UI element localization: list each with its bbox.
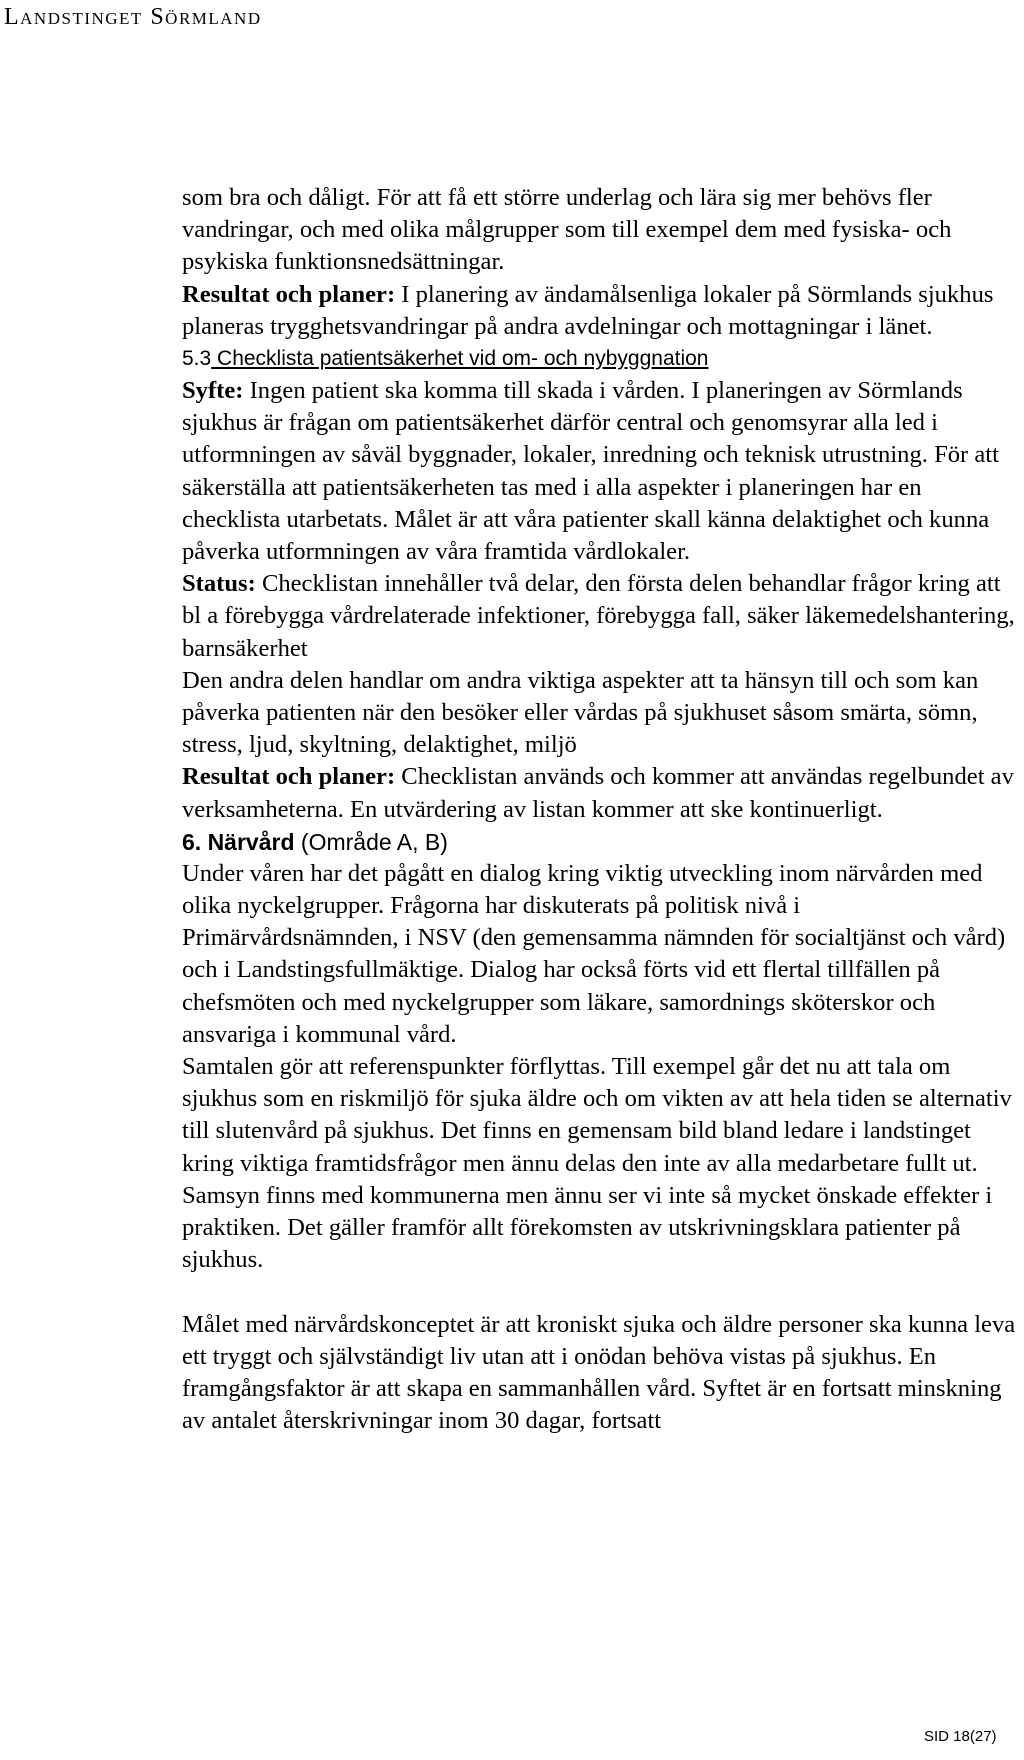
results-plans-text: I planering av ändamålsenliga lokaler på Sörmlands sjukhus planeras trygghetsvandringar på andra avdelningar och mottagningar i länet. — [182, 280, 994, 340]
intro-paragraph: som bra och dåligt. För att få ett större underlag och lära sig mer behövs fler vandringar, och med olika målgrupper som till exempel dem med fysiska- och psykiska funktionsnedsättningar. — [182, 184, 952, 276]
document-body — [182, 182, 1020, 1437]
status-text: Checklistan innehåller två delar, den första delen behandlar frågor kring att bl a förebygga vårdrelaterade infektioner, förebygga fall, säker läkemedelshantering, barnsäkerhet — [182, 570, 1015, 662]
status-label: Status: — [182, 570, 256, 598]
section-5-3-heading — [182, 343, 1020, 375]
page-number: SID 18(27) — [924, 1728, 997, 1745]
chapter-6-paragraph-1: Under våren har det pågått en dialog kring viktig utveckling inom närvården med olika nyckelgrupper. Frågorna har diskuterats på politisk nivå i Primärvårdsnämnden, i NSV (den gemensamma nämnden för socialtjänst och vård) och i Landstingsfullmäktige. Dialog har också förts vid ett flertal tillfällen på chefsmöten och med nyckelgrupper som läkare, samordnings sköterskor och ansvariga i kommunal vård. — [182, 859, 1006, 1048]
organization-header: Landstinget Sörmland — [4, 4, 262, 30]
status-paragraph-part2: Den andra delen handlar om andra viktiga aspekter att ta hänsyn till och som kan påverka patienten när den besöker eller vårdas på sjukhuset såsom smärta, sömn, stress, ljud, skyltning, delaktighet, miljö — [182, 666, 979, 759]
chapter-title: 6. Närvård — [182, 828, 295, 855]
purpose-paragraph — [182, 375, 1020, 568]
section-title: Checklista patientsäkerhet vid om- och nybyggnation — [211, 347, 709, 371]
chapter-6-paragraph-3: Målet med närvårdskonceptet är att kroniskt sjuka och äldre personer ska kunna leva ett tryggt och självständigt liv utan att i onödan behöva vistas på sjukhus. En framgångsfaktor är att skapa en sammanhållen vård. Syftet är en fortsatt minskning av antalet återskrivningar inom 30 dagar, fortsatt — [182, 1310, 1016, 1435]
section-number: 5.3 — [182, 347, 212, 371]
purpose-label: Syfte: — [182, 377, 244, 405]
results-plans-paragraph-2 — [182, 761, 1020, 825]
chapter-area: (Område A, B) — [294, 828, 448, 855]
results-plans-text: Checklistan används och kommer att användas regelbundet av verksamheterna. En utvärdering av listan kommer att ske kontinuerligt. — [182, 763, 1014, 823]
results-plans-label: Resultat och planer: — [182, 280, 396, 308]
chapter-6-paragraph-2: Samtalen gör att referenspunkter förflyttas. Till exempel går det nu att tala om sjukhus som en riskmiljö för sjuka äldre och om vikten av att hela tiden se alternativ till slutenvård på sjukhus. Det finns en gemensam bild bland ledare i landstinget kring viktiga framtidsfrågor men ännu delas den inte av alla medarbetare fullt ut. Samsyn finns med kommunerna men ännu ser vi inte så mycket önskade effekter i praktiken. Det gäller framför allt förekomsten av utskrivningsklara patienter på sjukhus. — [182, 1053, 1012, 1274]
chapter-6-heading — [182, 826, 1020, 858]
purpose-text: Ingen patient ska komma till skada i vården. I planeringen av Sörmlands sjukhus är frågan om patientsäkerhet därför central och genomsyrar alla led i utformningen av såväl byggnader, lokaler, inredning och teknisk utrustning. För att säkerställa att patientsäkerheten tas med i alla aspekter i planeringen har en checklista utarbetats. Målet är att våra patienter skall känna delaktighet och kunna påverka utformningen av våra framtida vårdlokaler. — [182, 377, 999, 566]
results-plans-label: Resultat och planer: — [182, 763, 396, 791]
status-paragraph — [182, 568, 1020, 665]
results-plans-paragraph-1 — [182, 279, 1020, 343]
